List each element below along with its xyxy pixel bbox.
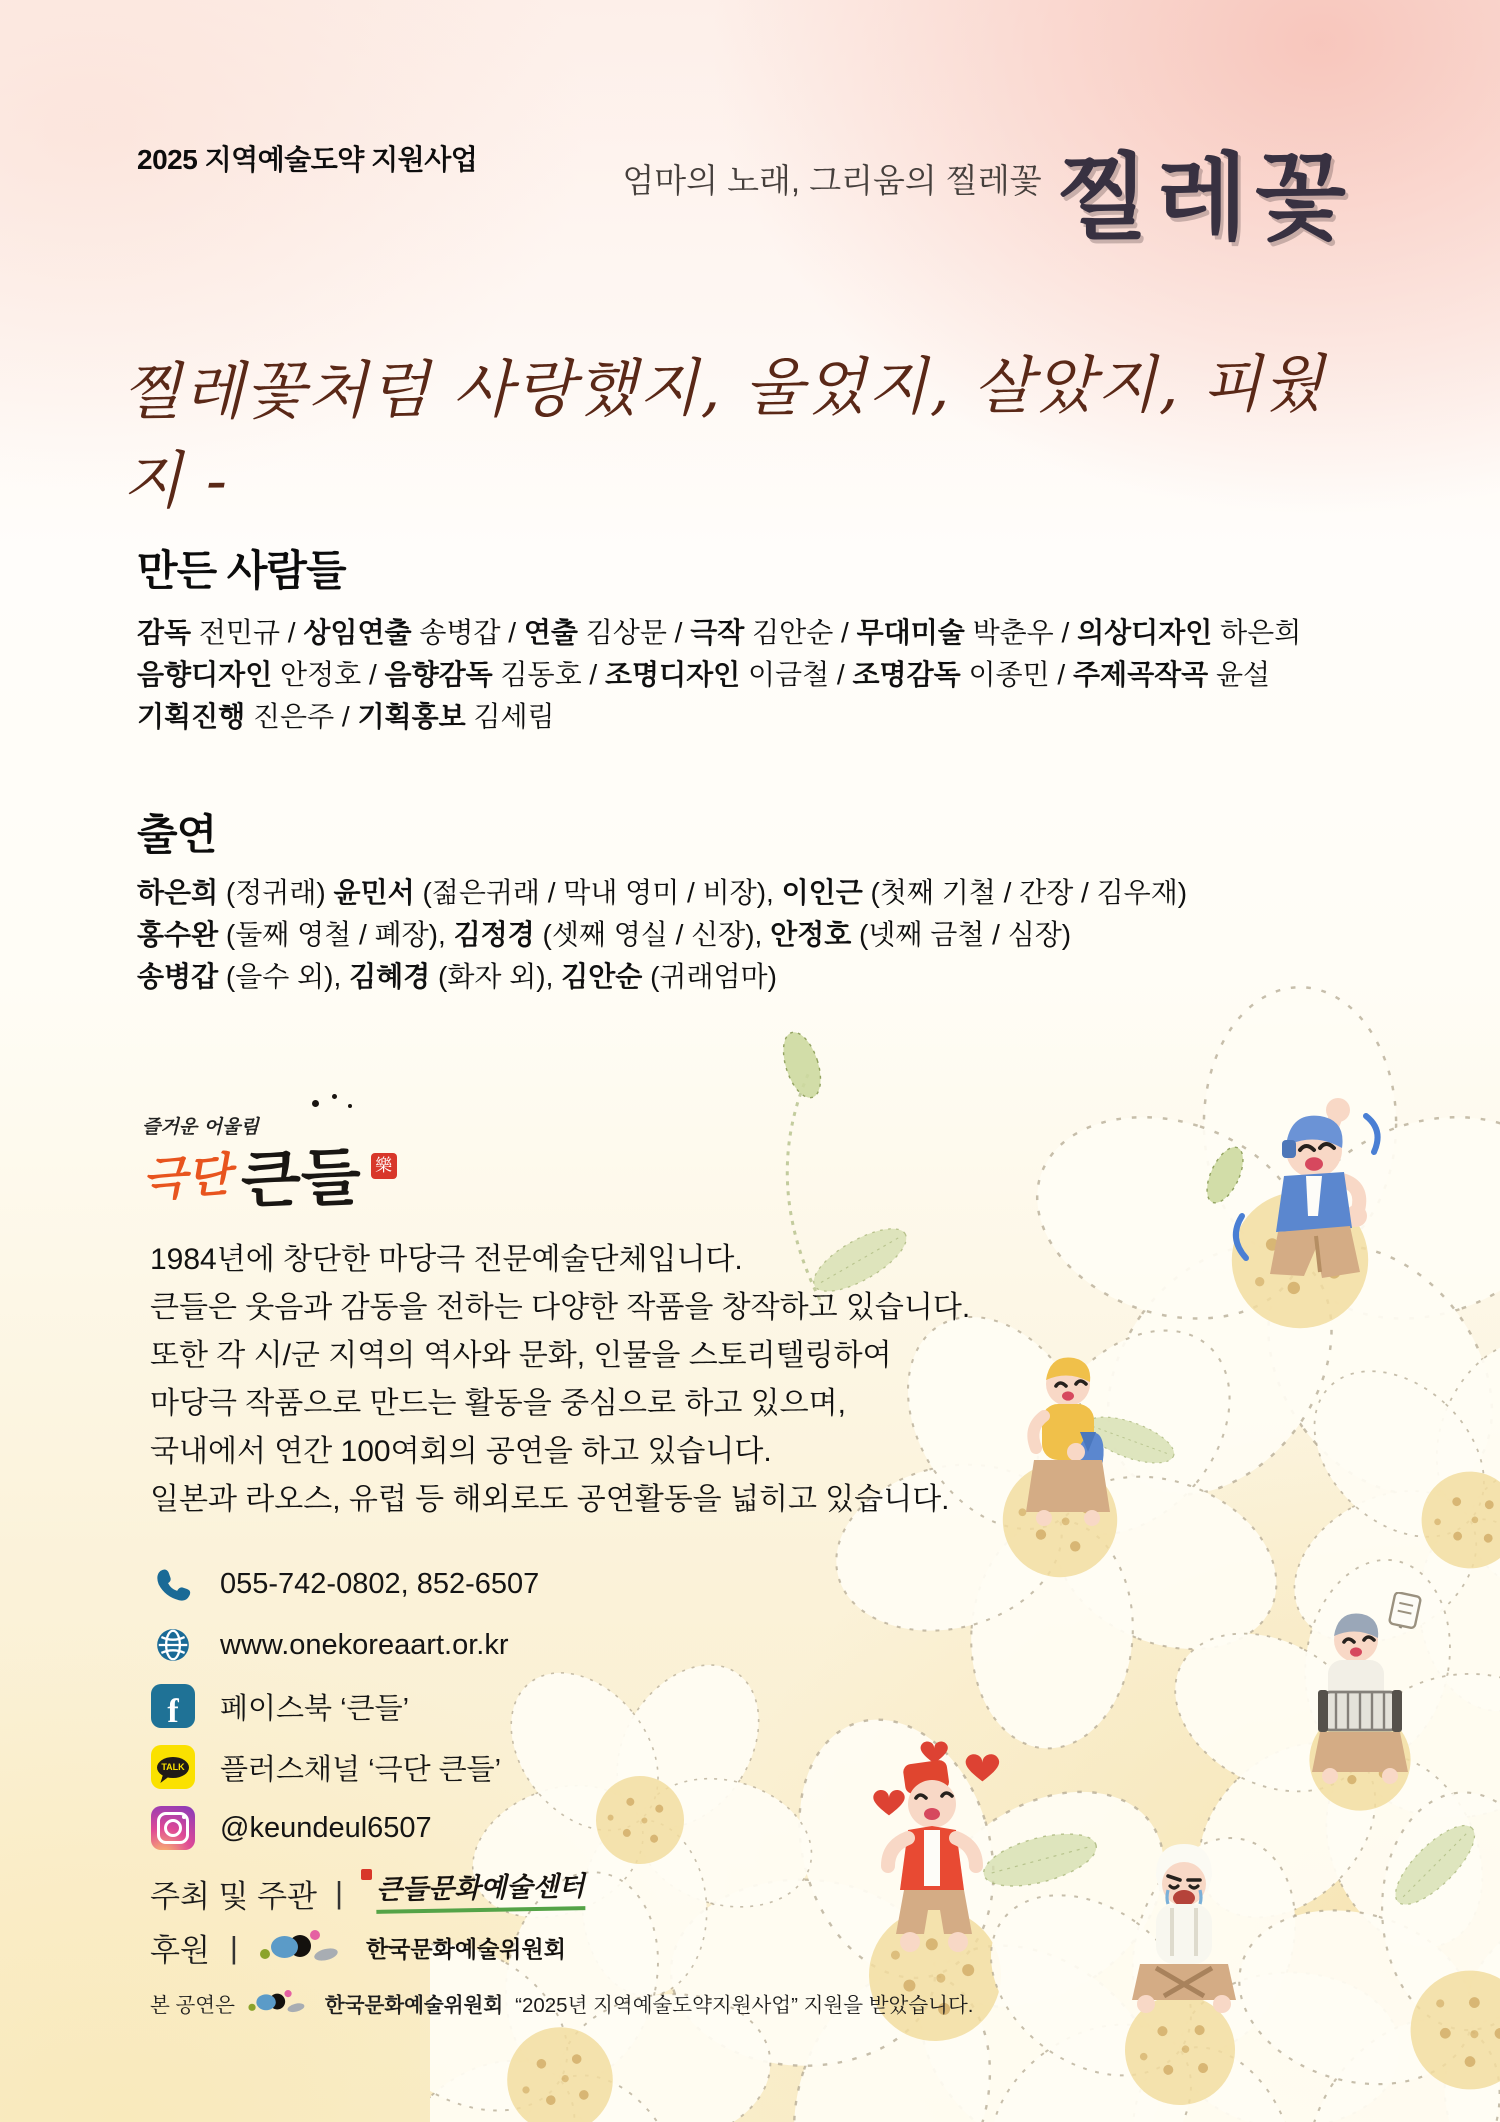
character-crying-illustration	[1116, 1836, 1252, 2068]
description-line: 일본과 라오스, 유럽 등 해외로도 공연활동을 넓히고 있습니다.	[150, 1483, 950, 1516]
note-org: 한국문화예술위원회	[324, 1994, 504, 2017]
cast-line: 하은희 (정귀래) 윤민서 (젊은귀래 / 막내 영미 / 비장), 이인근 (첫째 기철 / 간장 / 김우재)	[137, 877, 1188, 908]
note-suffix: “2025년 지역예술도약지원사업” 지원을 받았습니다.	[515, 1994, 974, 2017]
contact-website-row	[150, 1623, 539, 1667]
divider: |	[229, 1929, 238, 1965]
logo-name: 큰들	[239, 1140, 362, 1218]
character-lover-illustration	[856, 1738, 1020, 2002]
program-label: 2025 지역예술도약 지원사업	[137, 144, 478, 175]
credits-line: 감독 전민규 / 상임연출 송병갑 / 연출 김상문 / 극작 김안순 / 무대미술 박춘우 / 의상디자인 하은희	[137, 617, 1302, 648]
host-row	[150, 1870, 585, 1916]
description-line: 또한 각 시/군 지역의 역사와 문화, 인물을 스토리텔링하여	[150, 1339, 892, 1372]
logo-tagline: 즐거운 어울림	[142, 1116, 259, 1138]
contact-list	[150, 1562, 539, 1850]
contact-instagram-row	[150, 1806, 539, 1850]
theater-company-logo	[140, 1112, 462, 1218]
description-line: 큰들은 웃음과 감동을 전하는 다양한 작품을 창작하고 있습니다.	[150, 1291, 971, 1324]
kakao-channel-label: 플러스채널 ‘극단 큰들’	[220, 1753, 502, 1786]
phone-icon	[150, 1565, 196, 1603]
description-line: 국내에서 연간 100여회의 공연을 하고 있습니다.	[150, 1435, 772, 1468]
sponsor-label: 후원	[150, 1933, 210, 1968]
tagline-calligraphy: 찔레꽃처럼 사랑했지, 울었지, 살았지, 피웠지 -	[121, 346, 1327, 518]
instagram-icon	[150, 1806, 196, 1850]
note-prefix: 본 공연은	[150, 1994, 235, 2017]
arko-logo-icon	[258, 1930, 346, 1966]
sponsor-org: 한국문화예술위원회	[365, 1936, 566, 1962]
poster-subtitle: 엄마의 노래, 그리움의 찔레꽃	[622, 162, 1042, 199]
ink-splatter	[312, 1100, 319, 1107]
description-line: 1984년에 창단한 마당극 전문예술단체입니다.	[150, 1243, 743, 1276]
divider: |	[334, 1875, 344, 1910]
facebook-icon: f	[150, 1684, 196, 1728]
keundeul-culture-center-logo	[361, 1866, 585, 1912]
credits-list	[137, 612, 1427, 738]
title-block	[622, 147, 1354, 251]
company-description	[150, 1236, 970, 1524]
cast-line: 송병갑 (을수 외), 김혜경 (화자 외), 김안순 (귀래엄마)	[137, 961, 777, 992]
globe-icon	[150, 1626, 196, 1664]
kakao-talk-icon: TALK	[150, 1745, 196, 1789]
facebook-label: 페이스북 ‘큰들’	[220, 1692, 410, 1725]
sponsor-row	[150, 1925, 566, 1970]
credits-heading: 만든 사람들	[137, 547, 346, 594]
character-dancer-illustration	[1222, 1096, 1402, 1322]
cast-line: 홍수완 (둘째 영철 / 폐장), 김정경 (셋째 영실 / 신장), 안정호 (넷째 금철 / 심장)	[137, 919, 1072, 950]
credits-line: 음향디자인 안정호 / 음향감독 김동호 / 조명디자인 이금철 / 조명감독 이종민 / 주제곡작곡 윤설	[137, 659, 1271, 690]
host-org: 큰들문화예술센터	[376, 1864, 585, 1914]
arko-logo-icon	[247, 1990, 295, 2016]
contact-kakao-row	[150, 1745, 539, 1789]
credits-line: 기획진행 진은주 / 기획홍보 김세림	[137, 701, 555, 732]
cast-list	[137, 872, 1427, 998]
ink-splatter	[348, 1104, 352, 1108]
description-line: 마당극 작품으로 만드는 활동을 중심으로 하고 있으며,	[150, 1387, 846, 1420]
stamp-icon: 樂	[371, 1153, 397, 1179]
website-url: www.onekoreaart.or.kr	[220, 1628, 509, 1661]
host-label: 주최 및 주관	[150, 1878, 317, 1914]
phone-number: 055-742-0802, 852-6507	[220, 1567, 540, 1600]
character-accordion-player-illustration	[1296, 1592, 1430, 1788]
poster-title: 찔레꽃	[1057, 147, 1354, 251]
instagram-handle: @keundeul6507	[220, 1811, 432, 1844]
support-note	[150, 1985, 973, 2021]
ink-splatter	[332, 1094, 337, 1099]
contact-phone-row	[150, 1562, 539, 1606]
cast-heading: 출연	[137, 811, 217, 858]
character-fisher-illustration	[1008, 1348, 1132, 1544]
stamp-icon	[361, 1869, 372, 1880]
contact-facebook-row	[150, 1684, 539, 1728]
logo-prefix: 극단	[140, 1146, 233, 1208]
